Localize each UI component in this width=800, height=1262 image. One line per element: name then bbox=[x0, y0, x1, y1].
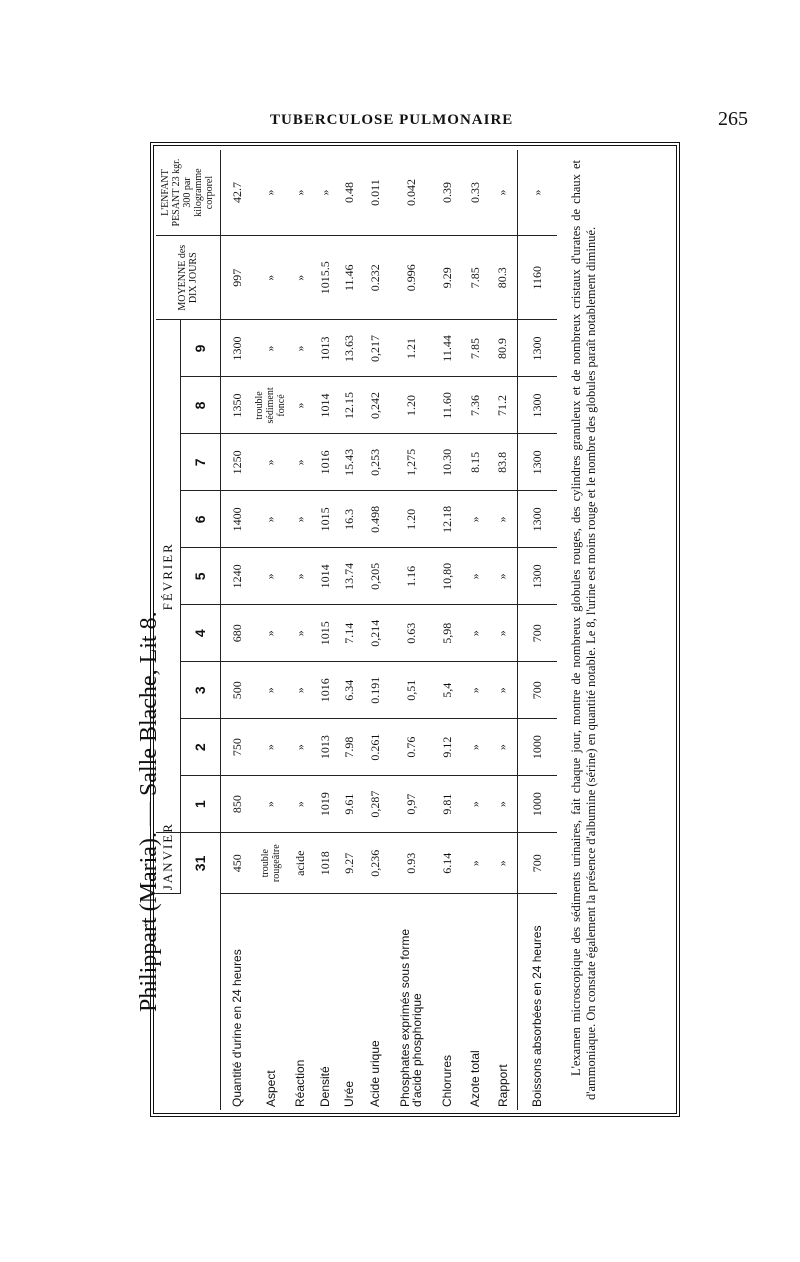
table-cell: 8.15 bbox=[461, 434, 489, 491]
table-cell: 1300 bbox=[517, 434, 557, 491]
table-cell: 450 bbox=[220, 833, 254, 894]
table-cell: 71.2 bbox=[489, 377, 517, 434]
table-cell: 1300 bbox=[517, 491, 557, 548]
table-cell: » bbox=[287, 605, 313, 662]
table-cell: 10.30 bbox=[433, 434, 461, 491]
rotated-table-block bbox=[156, 150, 672, 1110]
table-cell: » bbox=[254, 605, 287, 662]
row-label: Quantité d'urine en 24 heures bbox=[230, 949, 245, 1107]
table-cell: 680 bbox=[220, 605, 254, 662]
table-cell: 1.21 bbox=[389, 320, 433, 377]
table-cell: 1.20 bbox=[389, 377, 433, 434]
table-cell: » bbox=[254, 548, 287, 605]
table-cell: 1015.5 bbox=[313, 236, 337, 320]
table-cell: 9.61 bbox=[337, 776, 361, 833]
table-cell: 7.14 bbox=[337, 605, 361, 662]
table-cell: » bbox=[489, 491, 517, 548]
table-cell: 997 bbox=[220, 236, 254, 320]
row-label: Boissons absorbées en 24 heures bbox=[517, 894, 557, 1110]
row-label: Rapport bbox=[495, 1064, 510, 1107]
table-cell: 1018 bbox=[313, 833, 337, 894]
table-cell: 16.3 bbox=[337, 491, 361, 548]
table-cell: 700 bbox=[517, 605, 557, 662]
table-cell: 6.34 bbox=[337, 662, 361, 719]
fevrier-header: FÉVRIER bbox=[156, 320, 180, 833]
table-cell: » bbox=[287, 662, 313, 719]
day-header: 9 bbox=[180, 320, 220, 377]
table-cell: 1013 bbox=[313, 320, 337, 377]
table-cell: 10,80 bbox=[433, 548, 461, 605]
table-cell: 13.63 bbox=[337, 320, 361, 377]
row-label: Réaction bbox=[293, 1059, 307, 1107]
table-cell: 1250 bbox=[220, 434, 254, 491]
enfant-header: L'ENFANT PESANT 23 kgr. 300 par kilogramme corporel bbox=[156, 150, 220, 236]
table-cell: 1240 bbox=[220, 548, 254, 605]
table-cell: » bbox=[489, 150, 517, 236]
table-cell: » bbox=[254, 776, 287, 833]
day-header: 4 bbox=[180, 605, 220, 662]
table-cell: 1015 bbox=[313, 491, 337, 548]
table-cell: 1300 bbox=[517, 548, 557, 605]
table-cell: 0.93 bbox=[389, 833, 433, 894]
table-cell: » bbox=[287, 236, 313, 320]
table-cell: » bbox=[489, 776, 517, 833]
table-cell: 80.3 bbox=[489, 236, 517, 320]
table-cell: 1016 bbox=[313, 662, 337, 719]
table-row bbox=[489, 150, 517, 1110]
running-header: TUBERCULOSE PULMONAIRE bbox=[270, 112, 514, 128]
table-row bbox=[220, 150, 254, 1110]
table-row bbox=[433, 150, 461, 1110]
table-cell: 0.191 bbox=[361, 662, 389, 719]
row-label: Acide urique bbox=[368, 1040, 382, 1107]
table-cell: 0.996 bbox=[389, 236, 433, 320]
table-cell: » bbox=[254, 320, 287, 377]
table-cell: » bbox=[287, 548, 313, 605]
table-cell: » bbox=[254, 491, 287, 548]
table-cell: » bbox=[287, 377, 313, 434]
table-cell: 0,97 bbox=[389, 776, 433, 833]
day-header: 8 bbox=[180, 377, 220, 434]
table-cell: » bbox=[489, 833, 517, 894]
table-cell: trouble sédiment foncé bbox=[254, 377, 287, 434]
table-cell: 5,4 bbox=[433, 662, 461, 719]
table-cell: 11.60 bbox=[433, 377, 461, 434]
table-cell: 0,287 bbox=[361, 776, 389, 833]
table-cell: 0,205 bbox=[361, 548, 389, 605]
table-cell: » bbox=[517, 150, 557, 236]
table-cell: 0,242 bbox=[361, 377, 389, 434]
table-cell: 0,253 bbox=[361, 434, 389, 491]
day-header: 31 bbox=[180, 833, 220, 894]
table-cell: 0.48 bbox=[337, 150, 361, 236]
table-cell: 0.76 bbox=[389, 719, 433, 776]
table-cell: » bbox=[287, 776, 313, 833]
table-cell: 0,217 bbox=[361, 320, 389, 377]
table-cell: 0.011 bbox=[361, 150, 389, 236]
table-cell: 0.498 bbox=[361, 491, 389, 548]
table-cell: » bbox=[489, 605, 517, 662]
table-cell: » bbox=[489, 719, 517, 776]
table-cell: 7.85 bbox=[461, 320, 489, 377]
table-cell: 7.36 bbox=[461, 377, 489, 434]
table-row bbox=[389, 150, 433, 1110]
table-cell: 12.18 bbox=[433, 491, 461, 548]
row-label: Phosphates exprimés sous forme d'acide phosphorique bbox=[398, 928, 424, 1107]
table-cell: 1.20 bbox=[389, 491, 433, 548]
row-label: Urée bbox=[342, 1080, 356, 1107]
table-cell: » bbox=[287, 320, 313, 377]
table-cell: » bbox=[489, 548, 517, 605]
table-cell: » bbox=[489, 662, 517, 719]
table-cell: 0,236 bbox=[361, 833, 389, 894]
table-cell: 0,51 bbox=[389, 662, 433, 719]
table-cell: » bbox=[461, 548, 489, 605]
table-cell: 1000 bbox=[517, 719, 557, 776]
moyenne-header: MOYENNE des DIX JOURS bbox=[156, 236, 220, 320]
table-cell: 750 bbox=[220, 719, 254, 776]
day-header: 5 bbox=[180, 548, 220, 605]
page-number: 265 bbox=[718, 108, 748, 130]
table-body bbox=[220, 150, 557, 1110]
table-cell: » bbox=[254, 719, 287, 776]
footnote bbox=[569, 150, 599, 1110]
row-label: Chlorures bbox=[440, 1054, 454, 1107]
table-cell: » bbox=[461, 491, 489, 548]
table-row bbox=[313, 150, 337, 1110]
table-cell: 13.74 bbox=[337, 548, 361, 605]
table-row bbox=[361, 150, 389, 1110]
table-row bbox=[461, 150, 489, 1110]
table-cell: 0.39 bbox=[433, 150, 461, 236]
table-cell: 11.44 bbox=[433, 320, 461, 377]
table-title: Philippart (Maria). — Salle Blache, Lit 8. bbox=[136, 611, 162, 1012]
table-cell: 0.232 bbox=[361, 236, 389, 320]
table-cell: 9.81 bbox=[433, 776, 461, 833]
row-label: Azote total bbox=[468, 1050, 482, 1107]
table-cell: » bbox=[254, 662, 287, 719]
table-cell: » bbox=[461, 719, 489, 776]
urine-analysis-table bbox=[156, 150, 557, 1110]
table-cell: » bbox=[287, 491, 313, 548]
table-cell: » bbox=[313, 150, 337, 236]
table-cell: 1014 bbox=[313, 548, 337, 605]
table-cell: 5,98 bbox=[433, 605, 461, 662]
janvier-header: JANVIER bbox=[156, 833, 180, 894]
table-cell: 1.16 bbox=[389, 548, 433, 605]
table-cell: 9.27 bbox=[337, 833, 361, 894]
table-cell: 700 bbox=[517, 662, 557, 719]
table-cell: 6.14 bbox=[433, 833, 461, 894]
table-cell: » bbox=[461, 605, 489, 662]
table-cell: 500 bbox=[220, 662, 254, 719]
table-cell: 15.43 bbox=[337, 434, 361, 491]
table-cell: 0.33 bbox=[461, 150, 489, 236]
table-cell: 1016 bbox=[313, 434, 337, 491]
table-cell: 1300 bbox=[517, 320, 557, 377]
table-cell: 850 bbox=[220, 776, 254, 833]
day-header: 3 bbox=[180, 662, 220, 719]
day-header: 2 bbox=[180, 719, 220, 776]
table-cell: » bbox=[287, 150, 313, 236]
table-row bbox=[287, 150, 313, 1110]
table-cell: 7.85 bbox=[461, 236, 489, 320]
day-header: 6 bbox=[180, 491, 220, 548]
table-cell: » bbox=[287, 434, 313, 491]
table-cell: 80.9 bbox=[489, 320, 517, 377]
table-cell: 7.98 bbox=[337, 719, 361, 776]
table-cell: » bbox=[254, 434, 287, 491]
table-cell: 1350 bbox=[220, 377, 254, 434]
day-header: 1 bbox=[180, 776, 220, 833]
row-label: Densité bbox=[318, 1066, 332, 1107]
table-cell: 1013 bbox=[313, 719, 337, 776]
day-header: 7 bbox=[180, 434, 220, 491]
table-cell: 1400 bbox=[220, 491, 254, 548]
table-cell: 1019 bbox=[313, 776, 337, 833]
table-cell: 0,214 bbox=[361, 605, 389, 662]
table-cell: 1300 bbox=[517, 377, 557, 434]
table-cell: 42.7 bbox=[220, 150, 254, 236]
label-header-cell bbox=[156, 894, 220, 1110]
table-cell: 700 bbox=[517, 833, 557, 894]
table-cell: 12.15 bbox=[337, 377, 361, 434]
table-cell: » bbox=[254, 236, 287, 320]
table-cell: » bbox=[287, 719, 313, 776]
table-cell: 0.63 bbox=[389, 605, 433, 662]
table-cell: acide bbox=[287, 833, 313, 894]
table-cell: 1014 bbox=[313, 377, 337, 434]
table-cell: » bbox=[461, 776, 489, 833]
table-cell: 1,275 bbox=[389, 434, 433, 491]
table-row bbox=[337, 150, 361, 1110]
table-cell: trouble rougeâtre bbox=[254, 833, 287, 894]
table-cell: 0.261 bbox=[361, 719, 389, 776]
table-cell: 9.29 bbox=[433, 236, 461, 320]
table-cell: » bbox=[254, 150, 287, 236]
table-cell: 83.8 bbox=[489, 434, 517, 491]
table-cell: 1160 bbox=[517, 236, 557, 320]
table-cell: 11.46 bbox=[337, 236, 361, 320]
table-cell: 9.12 bbox=[433, 719, 461, 776]
table-cell: 0.042 bbox=[389, 150, 433, 236]
row-label: Aspect bbox=[263, 1070, 278, 1107]
table-cell: 1300 bbox=[220, 320, 254, 377]
table-cell: » bbox=[461, 662, 489, 719]
table-row bbox=[517, 150, 557, 1110]
table-cell: 1000 bbox=[517, 776, 557, 833]
footnote-text: L'examen microscopique des sédiments urinaires, fait chaque jour, montre de nombreux globules rouges, des cylindres granuleux et de nombreux cristaux d'urates de chaux et d'ammoniaque. On constate également la présence d'albumine (sérine) en quantité notable. Le 8, l'urine est moins rouge et le nombre des globules paraît notablement diminué. bbox=[569, 160, 598, 1100]
table-cell: 1015 bbox=[313, 605, 337, 662]
table-row bbox=[254, 150, 287, 1110]
table-cell: » bbox=[461, 833, 489, 894]
